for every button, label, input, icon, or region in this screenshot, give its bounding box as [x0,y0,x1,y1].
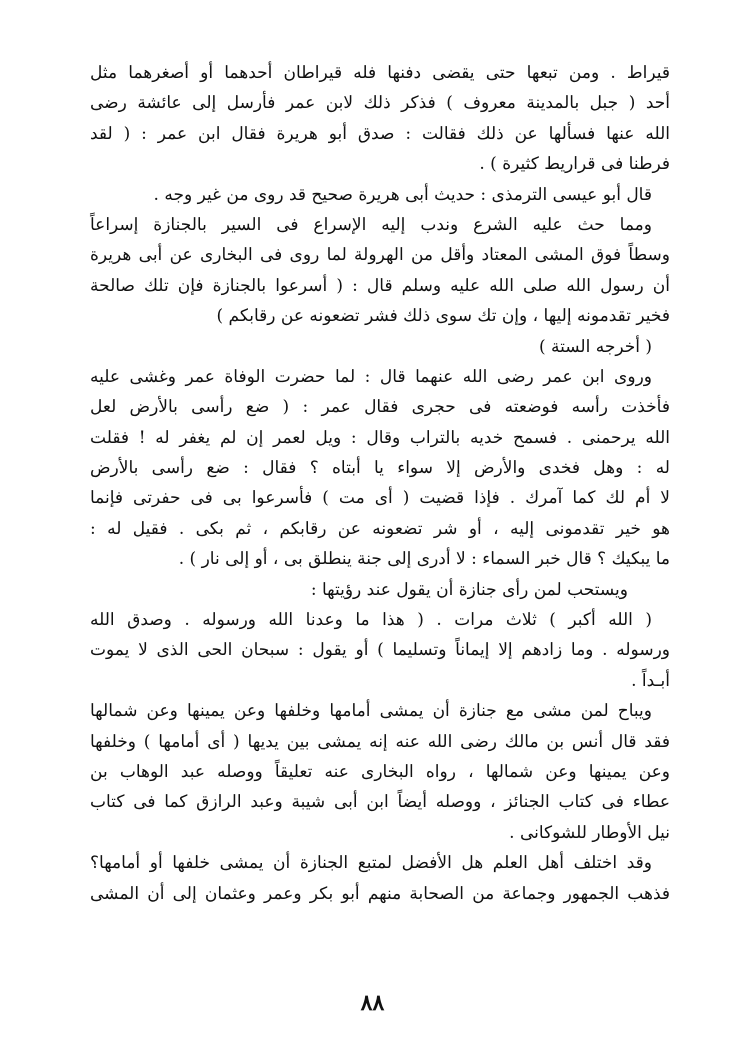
text-line: لا أم لك كما آمرك . فإذا قضيت ( أى مت ) فأسرعوا بى فى حفرتى فإنما [90,488,670,509]
text-line: وروى ابن عمر رضى الله عنهما قال : لما حضرت الوفاة عمر وغشى عليه [90,366,652,387]
text-line: فخير تقدمونه إليها ، وإن تك سوى ذلك فشر تضعونه عن رقابكم ) [216,306,670,327]
text-line: فأخذت رأسه فوضعته فى حجرى فقال عمر : ( ضع رأسى بالأرض لعل [90,397,670,418]
text-line: أن رسول الله صلى الله عليه وسلم قال : ( أسرعوا بالجنازة فإن تلك صالحة [90,275,670,296]
text-line: فقد قال أنس بن مالك رضى الله عنه إنه يمشى بين يديها ( أى أمامها ) وخلفها [90,731,670,752]
text-line: عطاء فى كتاب الجنائز ، ووصله أيضاً ابن أبى شيبة وعبد الرازق كما فى كتاب [90,792,670,813]
text-line: ورسوله . وما زادهم إلا إيماناً وتسليما ) أو يقول : سبحان الحى الذى لا يموت [90,640,670,661]
page-body-text [90,58,670,909]
text-line: وقد اختلف أهل العلم هل الأفضل لمتبع الجنازة أن يمشى خلفها أو أمامها؟ [90,853,652,874]
text-line: ( أخرجه الستة ) [538,336,652,357]
text-line: فرطنا فى قراريط كثيرة ) . [479,154,670,175]
text-line: قيراط . ومن تبعها حتى يقضى دفنها فله قيراطان أحدهما أو أصغرهما مثل [90,63,670,83]
text-line: أبـداً . [631,670,670,691]
text-line: فذهب الجمهور وجماعة من الصحابة منهم أبو بكر وعمر وعثمان إلى أن المشى [90,883,670,904]
text-line: هو خير تقدمونى إليه ، أو شر تضعونه عن رقابكم ، ثم بكى . فقيل له : [90,518,670,539]
page-number: ٨٨ [360,990,385,1016]
text-line: ويباح لمن مشى مع جنازة أن يمشى أمامها وخلفها وعن يمينها وعن شمالها [90,701,652,722]
text-line: له : وهل فخدى والأرض إلا سواء يا أبتاه ؟ فقال : ضع رأسى بالأرض [90,458,670,479]
text-line: ( الله أكبر ) ثلاث مرات . ( هذا ما وعدنا الله ورسوله . وصدق الله [90,610,652,631]
text-line: ويستحب لمن رأى جنازة أن يقول عند رؤيتها : [310,579,628,600]
text-line: نيل الأوطار للشوكانى . [509,822,670,843]
text-line: قال أبو عيسى الترمذى : حديث أبى هريرة صحيح قد روى من غير وجه . [153,184,652,205]
text-line: أحد ( جبل بالمدينة معروف ) فذكر ذلك لابن عمر فأرسل إلى عائشة رضى [90,93,670,114]
text-line: الله عنها فسألها عن ذلك فقالت : صدق أبو هريرة فقال ابن عمر : ( لقد [90,123,670,144]
text-line: وسطاً فوق المشى المعتاد وأقل من الهرولة لما روى فى البخارى عن أبى هريرة [90,245,670,266]
text-line: وعن يمينها وعن شمالها ، رواه البخارى عنه تعليقاً ووصله عبد الوهاب بن [90,761,670,782]
text-line: الله يرحمنى . فسمح خديه بالتراب وقال : ويل لعمر إن لم يغفر له ! فقلت [90,427,670,448]
text-line: ما يبكيك ؟ قال خبر السماء : لا أدرى إلى جنة ينطلق بى ، أو إلى نار ) . [178,549,670,570]
text-line: ومما حث عليه الشرع وندب إليه الإسراع فى السير بالجنازة إسراعاً [90,214,652,235]
